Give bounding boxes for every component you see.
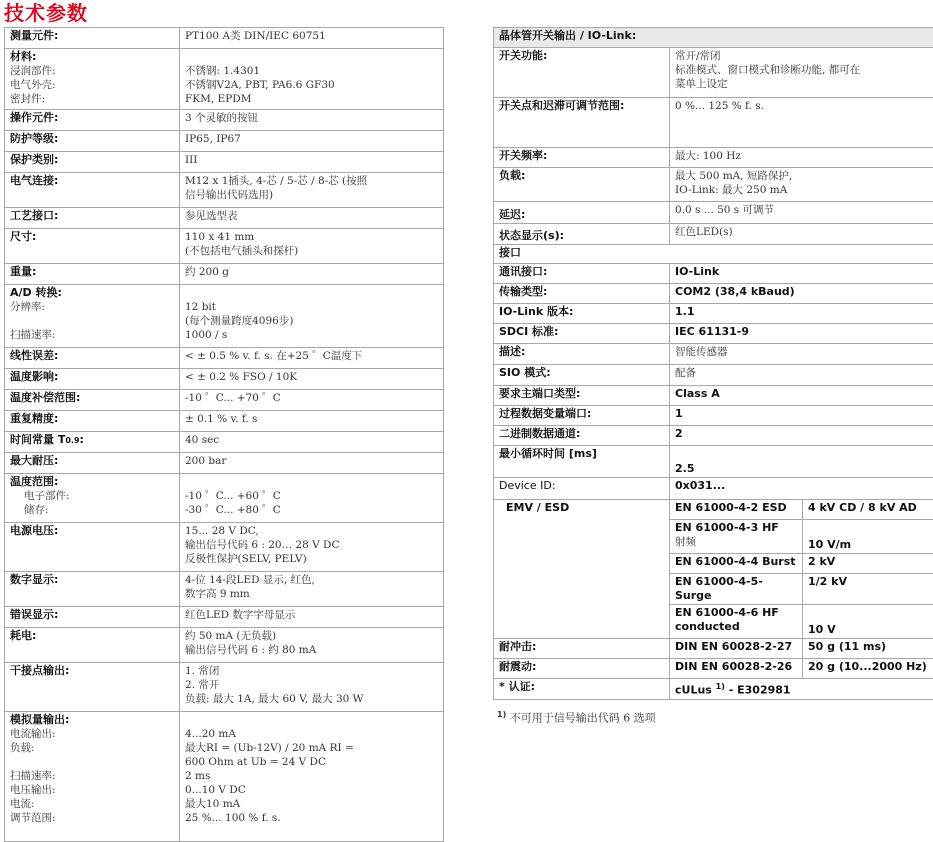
- label-description: 描述:: [494, 344, 670, 365]
- value-sdci-standard: IEC 61131-9: [670, 324, 933, 344]
- label-error-display: 错误显示:: [5, 607, 180, 628]
- value-analog-scan-rate: 2 ms: [185, 769, 438, 783]
- emv-standard-esd: EN 61000-4-2 ESD: [670, 500, 803, 520]
- value-temperature-influence: < ± 0.2 % FSO / 10K: [180, 369, 444, 390]
- row-sio-mode: [494, 365, 933, 386]
- row-shock: [494, 639, 933, 659]
- certification-text-a: cULus: [675, 684, 716, 697]
- page-title: 技术参数: [4, 0, 88, 26]
- label-supply-voltage: 电源电压:: [5, 523, 180, 572]
- row-temperature-influence: [5, 369, 444, 390]
- row-max-pressure: [5, 453, 444, 474]
- value-time-constant: 40 sec: [180, 432, 444, 453]
- row-binary-channels: [494, 426, 933, 446]
- label-switch-point-range: 开关点和迟滞可调节范围:: [494, 98, 670, 148]
- row-repeatability: [5, 411, 444, 432]
- sub-electronics: 电子部件:: [10, 489, 174, 503]
- value-switching-function-2: 标准模式、窗口模式和诊断功能, 都可在: [675, 63, 928, 77]
- label-master-port-type: 要求主端口类型:: [494, 386, 670, 406]
- value-certification: [670, 679, 933, 700]
- emv-standard-hf: EN 61000-4-3 HF: [675, 521, 797, 535]
- value-switching-function-1: 常开/常闭: [675, 49, 928, 63]
- label-emv-esd: EMV / ESD: [494, 500, 670, 639]
- sub-analog-scan-rate: 扫描速率:: [10, 769, 174, 783]
- sub-seals: 密封件:: [10, 92, 174, 106]
- value-resolution: 12 bit: [185, 300, 438, 314]
- label-linearity-error: 线性误差:: [5, 348, 180, 369]
- value-transmission-type: COM2 (38,4 kBaud): [670, 284, 933, 304]
- value-storage-temp: -30 ゜C... +80 ゜C: [185, 503, 438, 517]
- row-digital-display: [5, 572, 444, 607]
- value-protection-rating: IP65, IP67: [180, 131, 444, 152]
- row-status-display: [494, 224, 933, 245]
- row-emv-esd: [494, 500, 933, 520]
- value-process-data-ports: 1: [670, 406, 933, 426]
- label-shock: 耐冲击:: [494, 639, 670, 659]
- row-switching-frequency: [494, 148, 933, 168]
- label-binary-channels: 二进制数据通道:: [494, 426, 670, 446]
- time-constant-label-colon: :: [80, 433, 84, 446]
- row-communication-interface: [494, 264, 933, 284]
- value-max-pressure: 200 bar: [180, 453, 444, 474]
- row-materials: [5, 49, 444, 110]
- emv-standard-surge: EN 61000-4-5-Surge: [670, 574, 803, 605]
- value-device-id: 0x031...: [670, 478, 933, 500]
- value-repeatability: ± 0.1 % v. f. s: [180, 411, 444, 432]
- value-process-connection: 参见选型表: [180, 208, 444, 229]
- time-constant-subscript: 0.9: [65, 436, 79, 445]
- label-device-id: Device ID:: [494, 478, 670, 500]
- row-min-cycle-time: [494, 446, 933, 478]
- emv-standard-burst: EN 61000-4-4 Burst: [670, 554, 803, 574]
- label-materials: 材料:: [10, 50, 174, 64]
- value-electrical-connection-1: M12 x 1插头, 4-芯 / 5-芯 / 8-芯 (按照: [185, 174, 438, 188]
- value-supply-voltage-2: 输出信号代码 6 : 20… 28 V DC: [185, 538, 438, 552]
- value-master-port-type: Class A: [670, 386, 933, 406]
- row-measuring-element: [5, 28, 444, 49]
- row-process-connection: [5, 208, 444, 229]
- label-dry-contact-output: 干接点输出:: [5, 663, 180, 712]
- row-supply-voltage: [5, 523, 444, 572]
- row-operating-elements: [5, 110, 444, 131]
- value-dry-contact-3: 负载: 最大 1A, 最大 60 V, 最大 30 W: [185, 692, 438, 706]
- left-spec-table: [4, 27, 444, 842]
- row-switching-function: [494, 48, 933, 98]
- row-weight: [5, 264, 444, 285]
- label-protection-rating: 防护等级:: [5, 131, 180, 152]
- value-load-2: 600 Ohm at Ub = 24 V DC: [185, 755, 438, 769]
- label-communication-interface: 通讯接口:: [494, 264, 670, 284]
- row-vibration: [494, 659, 933, 679]
- value-supply-voltage-1: 15... 28 V DC,: [185, 524, 438, 538]
- label-weight: 重量:: [5, 264, 180, 285]
- label-protection-class: 保护类别:: [5, 152, 180, 173]
- sub-current-output: 电流输出:: [10, 727, 174, 741]
- row-electrical-connection: [5, 173, 444, 208]
- row-time-constant: [5, 432, 444, 453]
- row-switch-point-range: [494, 98, 933, 148]
- label-measuring-element: 测量元件:: [5, 28, 180, 49]
- row-dimensions: [5, 229, 444, 264]
- value-dry-contact-2: 2. 常开: [185, 678, 438, 692]
- emv-standard-hf-conducted: EN 61000-4-6 HF: [675, 606, 797, 620]
- label-process-data-ports: 过程数据变量端口:: [494, 406, 670, 426]
- value-resolution-steps: (每个测量跨度4096步): [185, 314, 438, 328]
- value-sio-mode: 配备: [670, 365, 933, 386]
- value-supply-voltage-3: 反极性保护(SELV, PELV): [185, 552, 438, 566]
- footnote-text: 不可用于信号输出代码 6 选项: [510, 712, 656, 725]
- label-switching-frequency: 开关频率:: [494, 148, 670, 168]
- value-delay: 0.0 s ... 50 s 可调节: [670, 202, 933, 224]
- section-header-transistor-io-link: 晶体管开关输出 / IO-Link:: [494, 28, 933, 48]
- sub-voltage-output: 电压输出:: [10, 783, 174, 797]
- sub-storage: 储存:: [10, 503, 174, 517]
- shock-standard: DIN EN 60028-2-27: [670, 639, 803, 659]
- row-dry-contact-output: [5, 663, 444, 712]
- value-seals: FKM, EPDM: [185, 92, 438, 106]
- sub-resolution: 分辨率:: [10, 300, 174, 314]
- value-compensation-range: -10 ゜C... +70 ゜C: [180, 390, 444, 411]
- emv-value-surge: 1/2 kV: [803, 574, 933, 605]
- row-ad-conversion: [5, 285, 444, 348]
- label-certification: * 认证:: [494, 679, 670, 700]
- emv-standard-hf-conducted-sub: conducted: [675, 620, 797, 634]
- row-sdci-standard: [494, 324, 933, 344]
- value-switching-function-3: 菜单上设定: [675, 77, 928, 91]
- value-min-cycle-time: 2.5: [670, 446, 933, 478]
- value-housing: 不锈钢V2A, PBT, PA6.6 GF30: [185, 78, 438, 92]
- sub-load: 负载:: [10, 741, 174, 755]
- vibration-standard: DIN EN 60028-2-26: [670, 659, 803, 679]
- value-load-line-2: IO-Link: 最大 250 mA: [675, 183, 928, 197]
- label-electrical-connection: 电气连接:: [5, 173, 180, 208]
- row-transistor-header: [494, 28, 933, 48]
- row-process-data-ports: [494, 406, 933, 426]
- value-current: 最大10 mA: [185, 797, 438, 811]
- value-wetted-parts: 不锈钢: 1.4301: [185, 64, 438, 78]
- time-constant-label-text: 时间常量 T: [10, 433, 65, 446]
- vibration-value: 20 g (10...2000 Hz): [803, 659, 933, 679]
- row-linearity-error: [5, 348, 444, 369]
- label-vibration: 耐震动:: [494, 659, 670, 679]
- row-transmission-type: [494, 284, 933, 304]
- row-interface: [494, 245, 933, 264]
- shock-value: 50 g (11 ms): [803, 639, 933, 659]
- label-temperature-influence: 温度影响:: [5, 369, 180, 390]
- value-io-link-version: 1.1: [670, 304, 933, 324]
- footnote: [497, 708, 656, 726]
- row-temperature-range: [5, 474, 444, 523]
- row-analog-output: [5, 712, 444, 842]
- label-repeatability: 重复精度:: [5, 411, 180, 432]
- row-master-port-type: [494, 386, 933, 406]
- value-dimensions-1: 110 x 41 mm: [185, 230, 438, 244]
- value-linearity-error: < ± 0.5 % v. f. s. 在+25 ゜C温度下: [180, 348, 444, 369]
- value-load-1: 最大RI = (Ub-12V) / 20 mA RI =: [185, 741, 438, 755]
- value-status-display: 红色LED(s): [670, 224, 933, 245]
- certification-text-b: - E302981: [725, 684, 791, 697]
- value-measuring-element: PT100 A类 DIN/IEC 60751: [180, 28, 444, 49]
- value-electrical-connection-2: 信号输出代码选用): [185, 188, 438, 202]
- row-power-consumption: [5, 628, 444, 663]
- row-error-display: [5, 607, 444, 628]
- value-dry-contact-1: 1. 常闭: [185, 664, 438, 678]
- emv-standard-hf-sub: 射频: [675, 535, 797, 549]
- row-device-id: [494, 478, 933, 500]
- row-certification: [494, 679, 933, 700]
- row-description: [494, 344, 933, 365]
- label-switching-function: 开关功能:: [494, 48, 670, 98]
- value-power-consumption-2: 输出信号代码 6 : 约 80 mA: [185, 643, 438, 657]
- value-switching-frequency: 最大: 100 Hz: [670, 148, 933, 168]
- sub-wetted-parts: 浸润部件:: [10, 64, 174, 78]
- emv-value-burst: 2 kV: [803, 554, 933, 574]
- row-load: [494, 168, 933, 202]
- row-protection-class: [5, 152, 444, 173]
- value-description: 智能传感器: [670, 344, 933, 365]
- value-power-consumption-1: 约 50 mA (无负载): [185, 629, 438, 643]
- value-operating-elements: 3 个灵敏的按钮: [180, 110, 444, 131]
- sub-adjust-range: 调节范围:: [10, 811, 174, 825]
- value-error-display: 红色LED 数字字母显示: [180, 607, 444, 628]
- value-weight: 约 200 g: [180, 264, 444, 285]
- label-analog-output: 模拟量输出:: [10, 713, 174, 727]
- label-power-consumption: 耗电:: [5, 628, 180, 663]
- value-voltage-output: 0...10 V DC: [185, 783, 438, 797]
- section-header-interface: 接口: [494, 245, 933, 264]
- emv-value-esd: 4 kV CD / 8 kV AD: [803, 500, 933, 520]
- label-sdci-standard: SDCI 标准:: [494, 324, 670, 344]
- value-electronics-temp: -10 ゜C... +60 ゜C: [185, 489, 438, 503]
- row-delay: [494, 202, 933, 224]
- label-digital-display: 数字显示:: [5, 572, 180, 607]
- value-communication-interface: IO-Link: [670, 264, 933, 284]
- value-adjust-range: 25 %... 100 % f. s.: [185, 811, 438, 825]
- row-compensation-range: [5, 390, 444, 411]
- label-temperature-range: 温度范围:: [10, 475, 174, 489]
- certification-footnote-mark: 1): [716, 682, 725, 691]
- label-io-link-version: IO-Link 版本:: [494, 304, 670, 324]
- label-operating-elements: 操作元件:: [5, 110, 180, 131]
- label-ad-conversion: A/D 转换:: [10, 286, 174, 300]
- emv-value-hf: 10 V/m: [803, 520, 933, 554]
- sub-scan-rate: 扫描速率:: [10, 328, 174, 342]
- label-delay: 延迟:: [494, 202, 670, 224]
- label-min-cycle-time: 最小循环时间 [ms]: [494, 446, 670, 478]
- value-scan-rate: 1000 / s: [185, 328, 438, 342]
- value-digital-display-2: 数字高 9 mm: [185, 587, 438, 601]
- label-load: 负载:: [494, 168, 670, 202]
- value-digital-display-1: 4-位 14-段LED 显示, 红色,: [185, 573, 438, 587]
- value-load-line-1: 最大 500 mA, 短路保护,: [675, 169, 928, 183]
- label-sio-mode: SIO 模式:: [494, 365, 670, 386]
- row-protection-rating: [5, 131, 444, 152]
- label-max-pressure: 最大耐压:: [5, 453, 180, 474]
- label-time-constant: [5, 432, 180, 453]
- value-binary-channels: 2: [670, 426, 933, 446]
- sub-housing: 电气外壳:: [10, 78, 174, 92]
- row-io-link-version: [494, 304, 933, 324]
- footnote-mark: 1): [497, 710, 506, 719]
- label-process-connection: 工艺接口:: [5, 208, 180, 229]
- right-spec-table: [493, 27, 933, 700]
- value-current-output: 4...20 mA: [185, 727, 438, 741]
- label-status-display: 状态显示(s):: [494, 224, 670, 245]
- emv-value-hf-conducted: 10 V: [803, 605, 933, 639]
- sub-current: 电流:: [10, 797, 174, 811]
- value-dimensions-2: (不包括电气插头和探杆): [185, 244, 438, 258]
- label-transmission-type: 传输类型:: [494, 284, 670, 304]
- label-compensation-range: 温度补偿范围:: [5, 390, 180, 411]
- value-switch-point-range: 0 %... 125 % f. s.: [670, 98, 933, 148]
- label-dimensions: 尺寸:: [5, 229, 180, 264]
- value-protection-class: III: [180, 152, 444, 173]
